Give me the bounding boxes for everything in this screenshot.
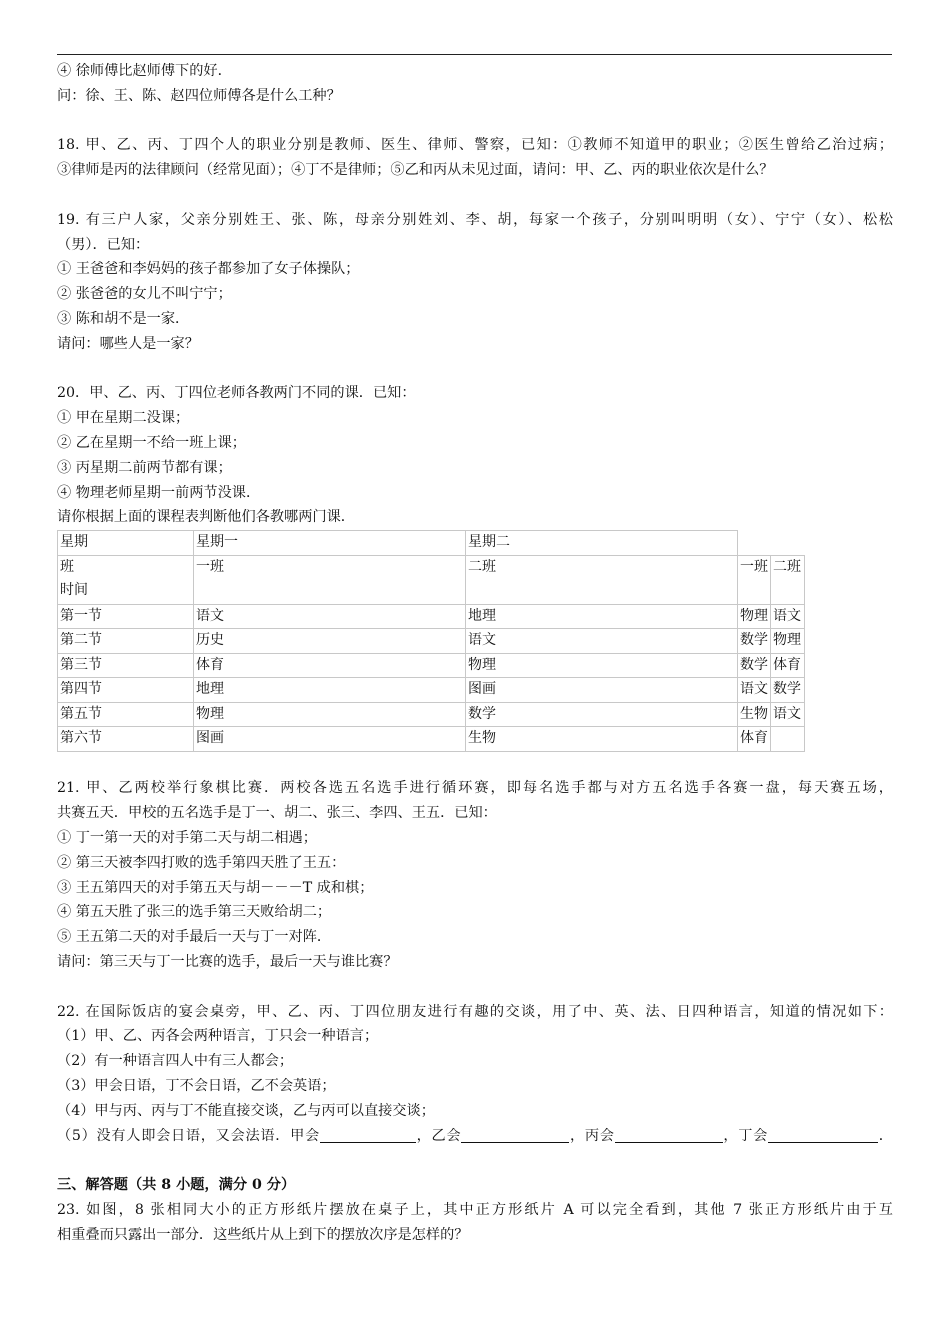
period-cell: 第六节: [58, 727, 194, 752]
table-row: [58, 604, 805, 629]
q20-line-4: ③ 丙星期二前两节都有课；: [57, 459, 232, 476]
q19-line-3: ① 王爸爸和李妈妈的孩子都参加了女子体操队；: [57, 261, 360, 278]
table-cell: 语文: [194, 604, 466, 629]
table-cell: 图画: [466, 678, 738, 703]
q22-text-b: ，乙会: [415, 1127, 462, 1144]
header-class-time: [58, 555, 194, 604]
q21-line-2: 共赛五天．甲校的五名选手是丁一、胡二、张三、李四、王五．已知：: [57, 805, 497, 822]
header-rule: [57, 54, 892, 55]
period-cell: 第二节: [58, 629, 194, 654]
table-row: [58, 653, 805, 678]
header-class-3: 一班: [738, 555, 771, 604]
table-cell: 生物: [738, 702, 771, 727]
table-row: [58, 727, 805, 752]
q21-line-8: 请问：第三天与丁一比赛的选手，最后一天与谁比赛？: [57, 954, 398, 971]
table-cell: 数学: [738, 629, 771, 654]
table-cell: 数学: [466, 702, 738, 727]
table-row: [58, 702, 805, 727]
q22-text-a: （5）没有人即会日语，又会法语．甲会: [57, 1127, 320, 1144]
header-class-2: 二班: [466, 555, 738, 604]
period-cell: 第五节: [58, 702, 194, 727]
q18-line-2: ③律师是丙的法律顾问（经常见面）；④丁不是律师；⑤乙和丙从未见过面，请问：甲、乙、丙的职业依次是什么？: [57, 162, 774, 179]
table-cell: 历史: [194, 629, 466, 654]
table-cell: 地理: [194, 678, 466, 703]
header-week: 星期: [58, 531, 194, 556]
q17-line-1: ④ 徐师傅比赵师傅下的好．: [57, 63, 232, 79]
q21-line-1: 21. 甲、乙两校举行象棋比赛．两校各选五名选手进行循环赛，即每名选手都与对方五名选手各赛一盘，每天赛五场，: [57, 780, 893, 797]
q20-line-6: 请你根据上面的课程表判断他们各教哪两门课．: [57, 509, 355, 526]
table-row: [58, 531, 805, 556]
period-cell: 第三节: [58, 653, 194, 678]
table-cell: 物理: [738, 604, 771, 629]
table-cell: 物理: [466, 653, 738, 678]
q19-line-4: ② 张爸爸的女儿不叫宁宁；: [57, 286, 232, 303]
table-cell: 数学: [738, 653, 771, 678]
table-cell: 体育: [771, 653, 805, 678]
table-cell: 语文: [738, 678, 771, 703]
table-cell: [771, 727, 805, 752]
q22-line-4: （3）甲会日语，丁不会日语，乙不会英语；: [57, 1078, 336, 1094]
q22-line-5: （4）甲与丙、丙与丁不能直接交谈，乙与丙可以直接交谈；: [57, 1102, 435, 1119]
header-class: 班: [60, 558, 74, 575]
q19-line-1: 19. 有三户人家，父亲分别姓王、张、陈，母亲分别姓刘、李、胡，每家一个孩子，分别叫明明（女）、宁宁（女）、松松: [57, 211, 893, 228]
answer-blank-jia[interactable]: [320, 1126, 416, 1143]
q20-line-1: 20．甲、乙、丙、丁四位老师各教两门不同的课．已知：: [57, 385, 416, 402]
q22-text-e: ．: [878, 1127, 893, 1144]
table-cell: 语文: [466, 629, 738, 654]
q21-line-7: ⑤ 王五第二天的对手最后一天与丁一对阵．: [57, 929, 332, 946]
table-cell: 物理: [771, 629, 805, 654]
q22-line-2: （1）甲、乙、丙各会两种语言，丁只会一种语言；: [57, 1028, 379, 1045]
period-cell: 第四节: [58, 678, 194, 703]
table-cell: 体育: [738, 727, 771, 752]
table-cell: 语文: [771, 604, 805, 629]
q19-line-5: ③ 陈和胡不是一家．: [57, 310, 190, 327]
q19-line-2: （男）．已知：: [57, 236, 150, 253]
table-cell: 图画: [194, 727, 466, 752]
table-cell: 体育: [194, 653, 466, 678]
header-tuesday: 星期二: [466, 531, 738, 556]
q21-line-5: ③ 王五第四天的对手第五天与胡－－－T 成和棋；: [57, 879, 374, 896]
header-monday: 星期一: [194, 531, 466, 556]
q22-text-c: ，丙会: [569, 1127, 615, 1144]
answer-blank-yi[interactable]: [461, 1126, 569, 1143]
q22-line-1: 22. 在国际饭店的宴会桌旁，甲、乙、丙、丁四位朋友进行有趣的交谈，用了中、英、法、日四种语言，知道的情况如下：: [57, 1003, 893, 1020]
table-cell: 生物: [466, 727, 738, 752]
schedule-table: [57, 530, 805, 752]
header-class-4: 二班: [771, 555, 805, 604]
q20-line-5: ④ 物理老师星期一前两节没课．: [57, 484, 261, 501]
q22-line-6: [57, 1124, 893, 1149]
q21-line-6: ④ 第五天胜了张三的选手第三天败给胡二；: [57, 904, 332, 921]
table-cell: 地理: [466, 604, 738, 629]
answer-blank-bing[interactable]: [615, 1126, 723, 1143]
header-time: 时间: [60, 582, 88, 599]
q17-line-2: 问：徐、王、陈、赵四位师傅各是什么工种？: [57, 87, 341, 104]
table-cell: 语文: [771, 702, 805, 727]
q19-line-6: 请问：哪些人是一家？: [57, 335, 199, 352]
q18-line-1: 18. 甲、乙、丙、丁四个人的职业分别是教师、医生、律师、警察，已知：①教师不知道甲的职业；②医生曾给乙治过病；: [57, 137, 893, 154]
q21-line-4: ② 第三天被李四打败的选手第四天胜了王五：: [57, 854, 346, 871]
q21-line-3: ① 丁一第一天的对手第二天与胡二相遇；: [57, 830, 317, 847]
period-cell: 第一节: [58, 604, 194, 629]
header-class-1: 一班: [194, 555, 466, 604]
table-cell: 物理: [194, 702, 466, 727]
q20-line-3: ② 乙在星期一不给一班上课；: [57, 434, 246, 451]
document-body: [57, 59, 893, 1248]
q23-line-1: 23. 如图，8 张相同大小的正方形纸片摆放在桌子上，其中正方形纸片 A 可以完全看到，其他 7 张正方形纸片由于互: [57, 1201, 893, 1218]
q22-text-d: ，丁会: [722, 1127, 769, 1144]
answer-blank-ding[interactable]: [768, 1126, 878, 1143]
q23-line-2: 相重叠而只露出一部分．这些纸片从上到下的摆放次序是怎样的？: [57, 1226, 469, 1243]
section-heading: 三、解答题（共 8 小题，满分 0 分）: [57, 1177, 296, 1194]
table-row: [58, 629, 805, 654]
table-row: [58, 555, 805, 604]
table-row: [58, 678, 805, 703]
table-cell: 数学: [771, 678, 805, 703]
q20-line-2: ① 甲在星期二没课；: [57, 410, 190, 427]
q22-line-3: （2）有一种语言四人中有三人都会；: [57, 1053, 294, 1070]
